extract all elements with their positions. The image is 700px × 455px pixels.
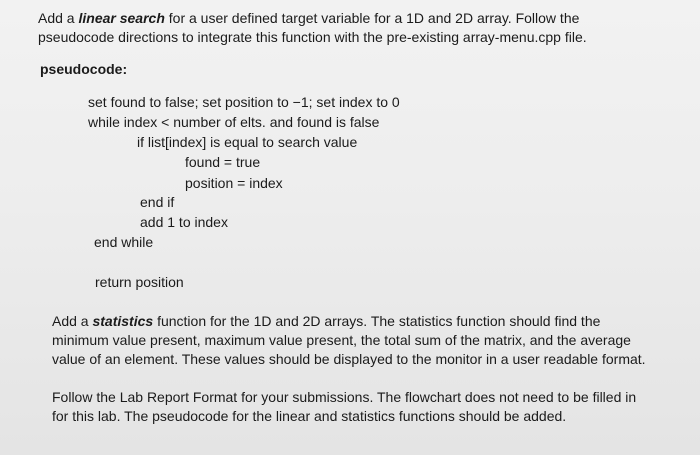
intro-text: for a user defined target variable for a 1D and 2D array. Follow the	[164, 10, 580, 26]
intro-line-2: pseudocode directions to integrate this function with the pre-existing array-menu.cpp file.	[38, 29, 587, 45]
pseudocode-line-9: return position	[95, 274, 184, 290]
linear-search-term: linear search	[78, 10, 165, 26]
lab-report-line-1: Follow the Lab Report Format for your submissions. The flowchart does not need to be filled in	[52, 389, 637, 405]
pseudocode-line-1: set found to false; set position to −1; set index to 0	[88, 94, 400, 110]
pseudocode-line-7: add 1 to index	[140, 214, 228, 230]
lab-report-line-2: for this lab. The pseudocode for the linear and statistics functions should be added.	[52, 408, 567, 424]
statistics-line-2: minimum value present, maximum value present, the total sum of the matrix, and the average	[52, 332, 631, 348]
statistics-text: Add a	[52, 313, 93, 329]
statistics-term: statistics	[92, 313, 154, 329]
pseudocode-line-3: if list[index] is equal to search value	[137, 134, 358, 150]
pseudocode-line-4: found = true	[185, 154, 261, 170]
intro-line-1	[38, 9, 579, 27]
pseudocode-line-2: while index < number of elts. and found is false	[88, 114, 380, 130]
pseudocode-heading: pseudocode:	[40, 61, 128, 77]
pseudocode-line-6: end if	[140, 194, 175, 210]
statistics-line-3: value of an element. These values should be displayed to the monitor in a user readable format.	[52, 351, 646, 367]
intro-text: Add a	[38, 10, 79, 26]
pseudocode-line-5: position = index	[185, 175, 283, 191]
pseudocode-line-8: end while	[94, 234, 154, 250]
statistics-text: function for the 1D and 2D arrays. The statistics function should find the	[153, 313, 601, 329]
statistics-line-1	[52, 312, 600, 330]
